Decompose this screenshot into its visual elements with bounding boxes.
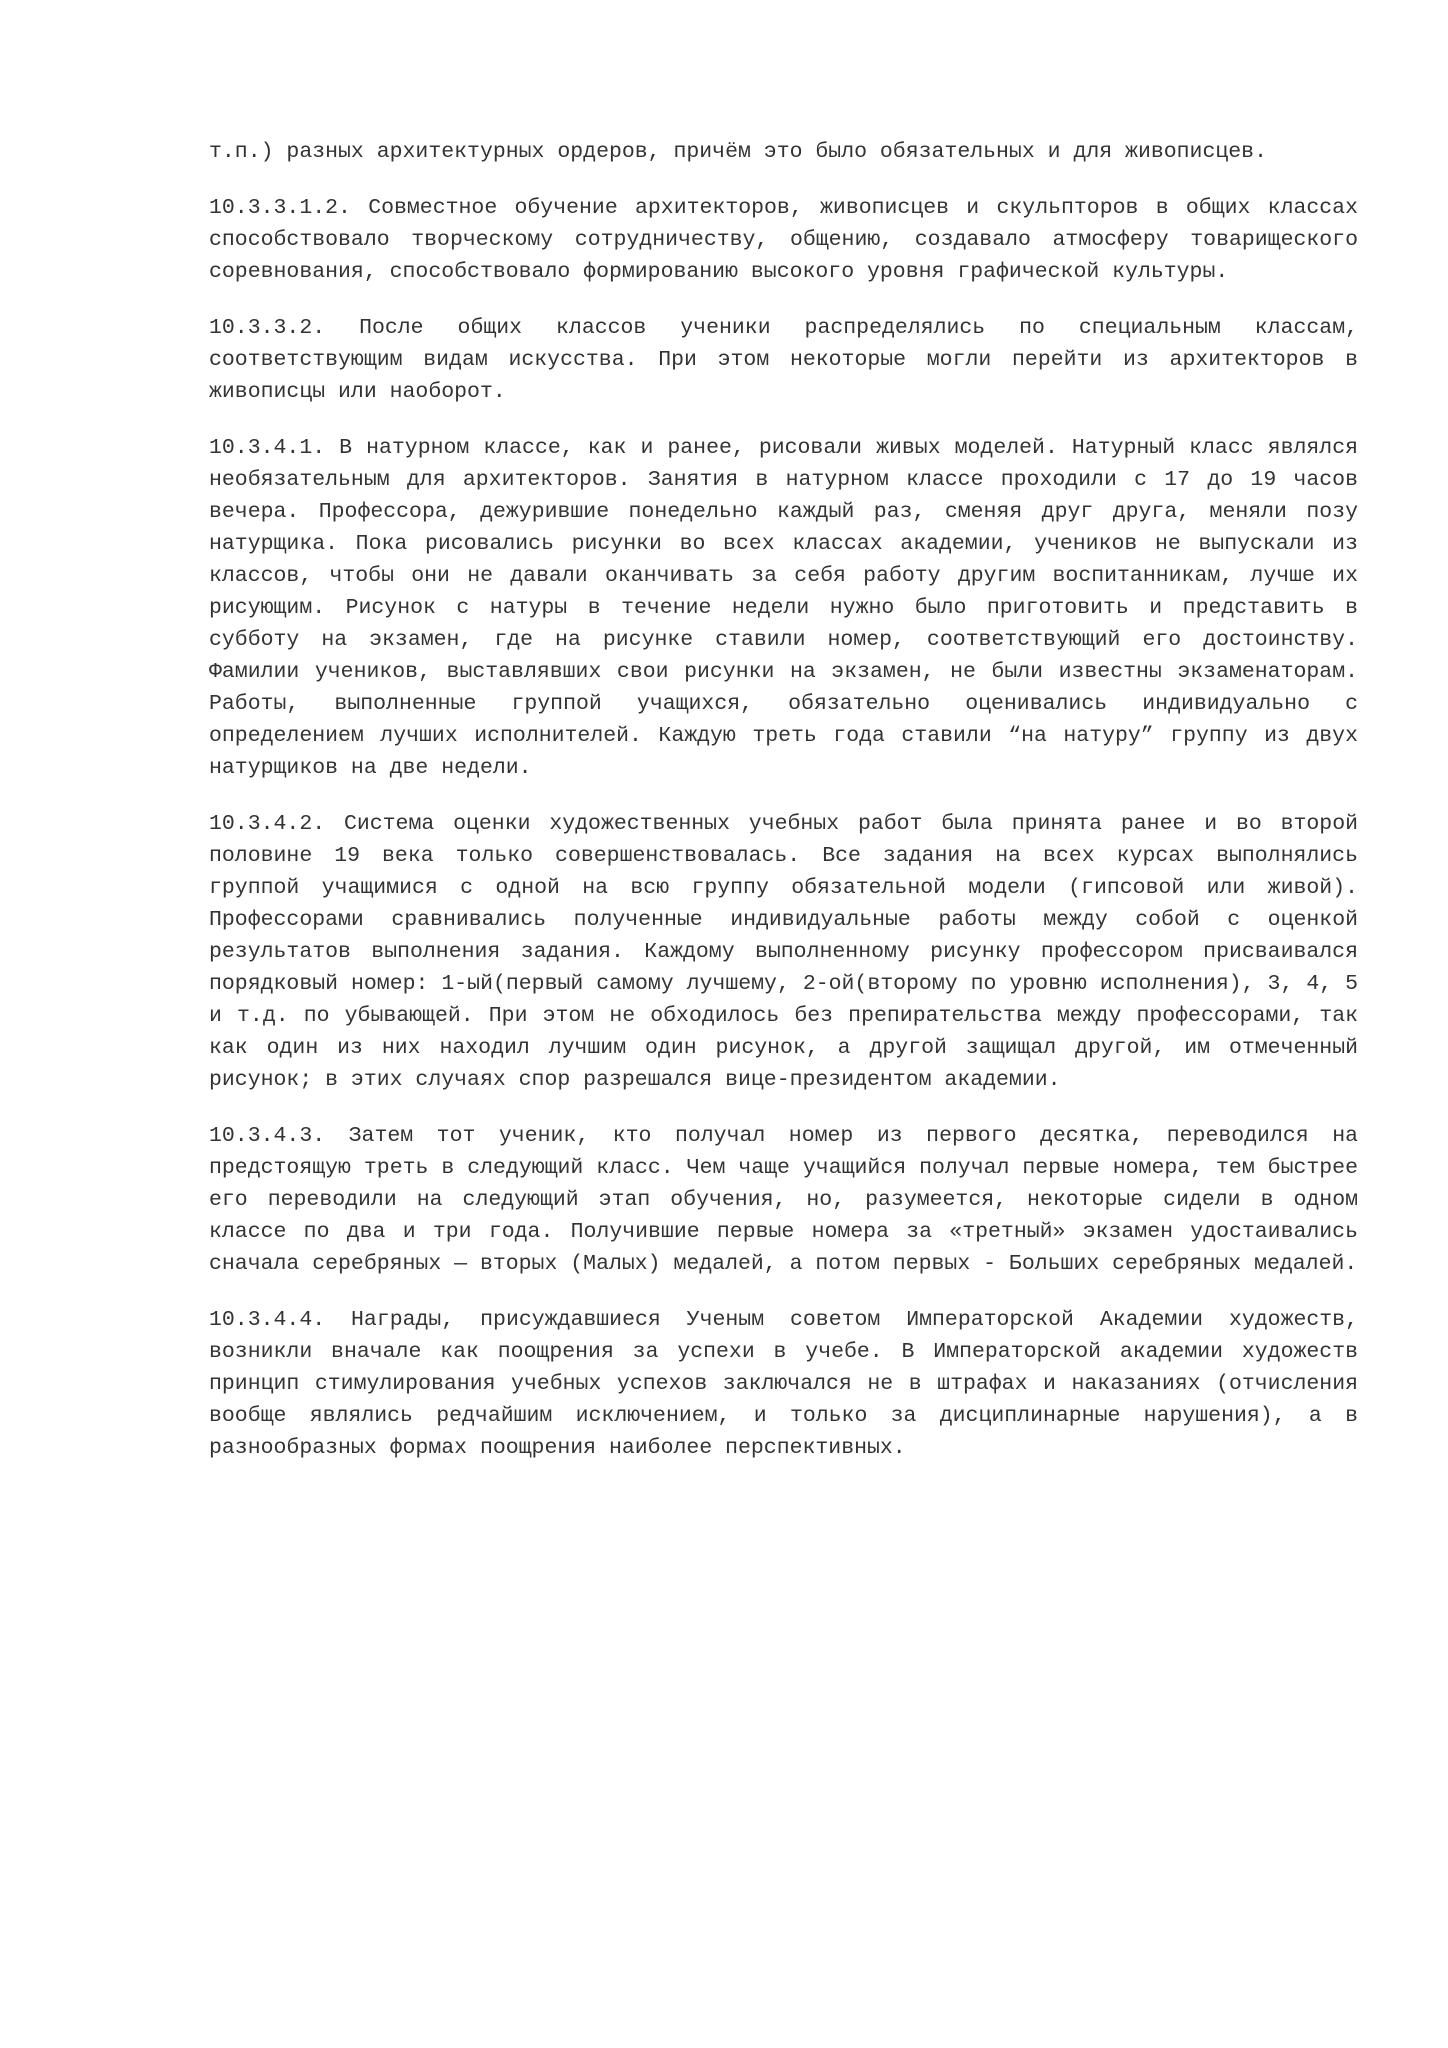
- paragraph-10-3-3-2: 10.3.3.2. После общих классов ученики распределялись по специальным классам, соответствующим видам искусства. При этом некоторые могли перейти из архитекторов в живописцы или наоборот.: [209, 316, 1358, 404]
- paragraph-10-3-4-1: 10.3.4.1. В натурном классе, как и ранее, рисовали живых моделей. Натурный класс являлся необязательным для архитекторов. Занятия в натурном классе проходили с 17 до 19 часов вечера. Профессора, дежурившие понедельно каждый раз, сменяя друг друга, меняли позу натурщика. Пока рисовались рисунки во всех классах академии, учеников не выпускали из классов, чтобы они не давали оканчивать за себя работу другим воспитанникам, лучше их рисующим. Рисунок с натуры в течение недели нужно было приготовить и представить в субботу на экзамен, где на рисунке ставили номер, соответствующий его достоинству. Фамилии учеников, выставлявших свои рисунки на экзамен, не были известны экзаменаторам. Работы, выполненные группой учащихся, обязательно оценивались индивидуально с определением лучших исполнителей. Каждую треть года ставили “на натуру” группу из двух натурщиков на две недели.: [209, 436, 1358, 780]
- paragraph-10-3-3-1-2: 10.3.3.1.2. Совместное обучение архитекторов, живописцев и скульпторов в общих классах способствовало творческому сотрудничеству, общению, создавало атмосферу товарищеского соревнования, способствовало формированию высокого уровня графической культуры.: [209, 196, 1358, 284]
- paragraph-10-3-4-3: 10.3.4.3. Затем тот ученик, кто получал номер из первого десятка, переводился на предстоящую треть в следующий класс. Чем чаще учащийся получал первые номера, тем быстрее его переводили на следующий этап обучения, но, разумеется, некоторые сидели в одном классе по два и три года. Получившие первые номера за «третный» экзамен удостаивались сначала серебряных — вторых (Малых) медалей, а потом первых - Больших серебряных медалей.: [209, 1124, 1358, 1276]
- paragraph-10-3-4-2: 10.3.4.2. Система оценки художественных учебных работ была принята ранее и во второй половине 19 века только совершенствовалась. Все задания на всех курсах выполнялись группой учащимися с одной на всю группу обязательной модели (гипсовой или живой). Профессорами сравнивались полученные индивидуальные работы между собой с оценкой результатов выполнения задания. Каждому выполненному рисунку профессором присваивался порядковый номер: 1-ый(первый самому лучшему, 2-ой(второму по уровню исполнения), 3, 4, 5 и т.д. по убывающей. При этом не обходилось без препирательства между профессорами, так как один из них находил лучшим один рисунок, а другой защищал другой, им отмеченный рисунок; в этих случаях спор разрешался вице-президентом академии.: [209, 812, 1358, 1092]
- text-column: [209, 136, 1358, 1488]
- paragraph-10-3-4-4: 10.3.4.4. Награды, присуждавшиеся Ученым советом Императорской Академии художеств, возникли вначале как поощрения за успехи в учебе. В Императорской академии художеств принцип стимулирования учебных успехов заключался не в штрафах и наказаниях (отчисления вообще являлись редчайшим исключением, и только за дисциплинарные нарушения), а в разнообразных формах поощрения наиболее перспективных.: [209, 1308, 1358, 1460]
- paragraph-continuation: т.п.) разных архитектурных ордеров, причём это было обязательных и для живописцев.: [209, 140, 1267, 164]
